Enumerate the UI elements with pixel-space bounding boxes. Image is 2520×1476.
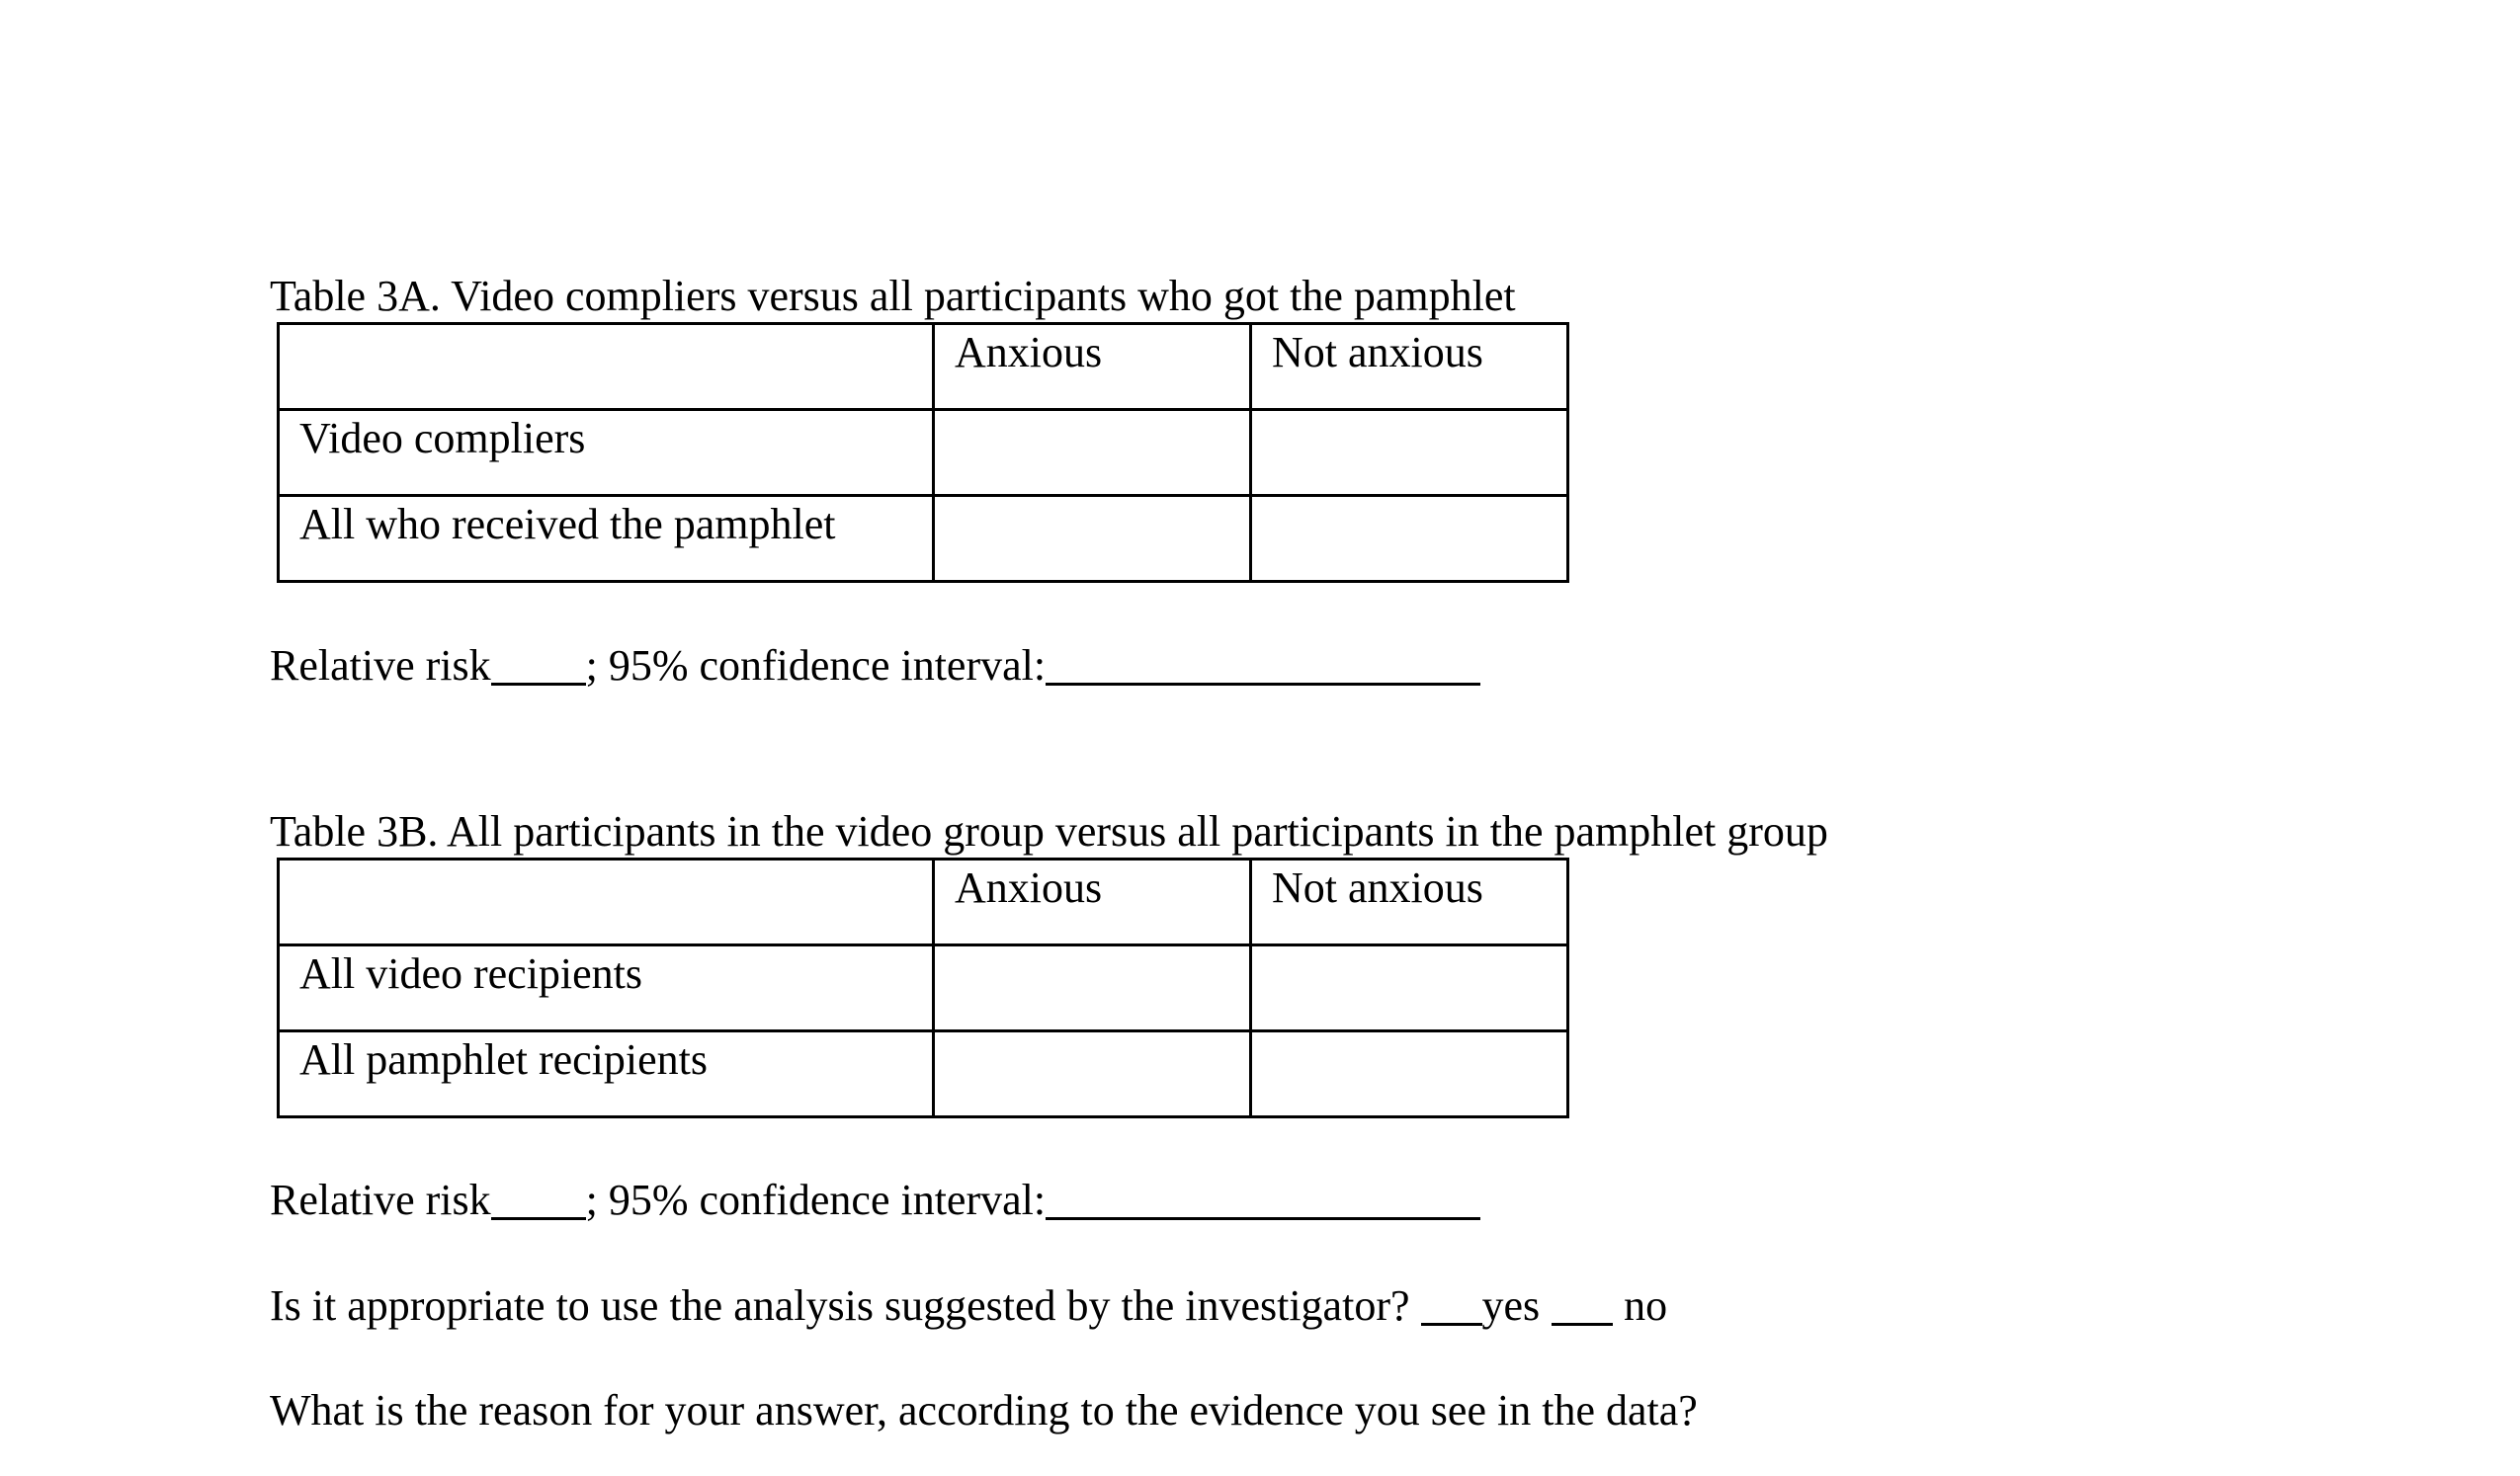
relative-risk-line-3a <box>270 641 1480 690</box>
confidence-interval-label: ; 95% confidence interval: <box>585 1176 1047 1224</box>
answer-cell[interactable] <box>934 945 1251 1031</box>
header-cell-blank <box>279 860 934 945</box>
table-3b-caption: Table 3B. All participants in the video group versus all participants in the pamphlet group <box>270 807 1828 856</box>
table-row <box>279 945 1568 1031</box>
table-row <box>279 410 1568 496</box>
answer-cell[interactable] <box>1251 410 1568 496</box>
relative-risk-label: Relative risk <box>270 1176 491 1224</box>
table-header-row <box>279 324 1568 410</box>
question-appropriate-analysis <box>270 1281 1668 1330</box>
header-cell-anxious: Anxious <box>934 324 1251 410</box>
relative-risk-blank[interactable] <box>491 647 586 686</box>
answer-cell[interactable] <box>934 1031 1251 1117</box>
no-label: no <box>1613 1281 1668 1330</box>
table-3a <box>277 322 1569 583</box>
answer-cell[interactable] <box>934 496 1251 582</box>
row-label-all-pamphlet-recipients: All pamphlet recipients <box>279 1031 934 1117</box>
answer-cell[interactable] <box>1251 1031 1568 1117</box>
relative-risk-blank[interactable] <box>491 1182 586 1220</box>
no-blank[interactable] <box>1552 1287 1613 1326</box>
confidence-interval-blank[interactable] <box>1046 1182 1480 1220</box>
table-row <box>279 1031 1568 1117</box>
yes-blank[interactable] <box>1421 1287 1482 1326</box>
header-cell-not-anxious: Not anxious <box>1251 324 1568 410</box>
row-label-all-pamphlet: All who received the pamphlet <box>279 496 934 582</box>
table-header-row <box>279 860 1568 945</box>
header-cell-not-anxious: Not anxious <box>1251 860 1568 945</box>
relative-risk-line-3b <box>270 1176 1480 1224</box>
answer-cell[interactable] <box>1251 945 1568 1031</box>
relative-risk-label: Relative risk <box>270 641 491 690</box>
question-text: Is it appropriate to use the analysis suggested by the investigator? <box>270 1281 1421 1330</box>
question-reason: What is the reason for your answer, according to the evidence you see in the data? <box>270 1386 1698 1435</box>
table-row <box>279 496 1568 582</box>
header-cell-blank <box>279 324 934 410</box>
table-3a-caption: Table 3A. Video compliers versus all participants who got the pamphlet <box>270 272 1516 320</box>
header-cell-anxious: Anxious <box>934 860 1251 945</box>
table-3b <box>277 858 1569 1118</box>
row-label-all-video: All video recipients <box>279 945 934 1031</box>
yes-label: yes <box>1481 1281 1541 1330</box>
confidence-interval-blank[interactable] <box>1046 647 1480 686</box>
row-label-video-compliers: Video compliers <box>279 410 934 496</box>
answer-cell[interactable] <box>934 410 1251 496</box>
answer-cell[interactable] <box>1251 496 1568 582</box>
confidence-interval-label: ; 95% confidence interval: <box>585 641 1047 690</box>
